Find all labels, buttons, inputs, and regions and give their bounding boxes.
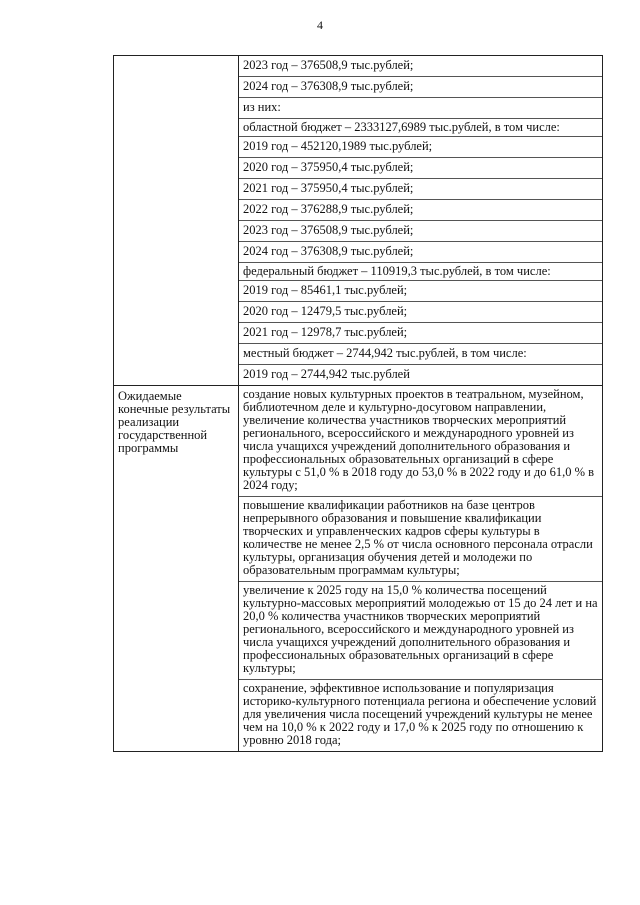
row-label — [114, 56, 238, 60]
result-paragraph: повышение квалификации работников на базе центров непрерывного образования и повышение квалификации творческих и управленческих кадров сферы культуры в количестве не менее 2,5 % от числа основного персонала отрасли культуры, организация обучения детей и молодежи по образовательным программам культуры; — [239, 497, 602, 582]
funding-line: 2023 год – 376508,9 тыс.рублей; — [239, 221, 602, 242]
program-passport-table — [113, 55, 603, 752]
funding-line: 2019 год – 452120,1989 тыс.рублей; — [239, 137, 602, 158]
funding-line: 2021 год – 12978,7 тыс.рублей; — [239, 323, 602, 344]
funding-line: 2020 год – 375950,4 тыс.рублей; — [239, 158, 602, 179]
table-row-funding — [114, 56, 603, 386]
row-label-cell — [114, 386, 239, 752]
funding-line: 2024 год – 376308,9 тыс.рублей; — [239, 242, 602, 263]
funding-line: федеральный бюджет – 110919,3 тыс.рублей, в том числе: — [239, 263, 602, 281]
page-number: 4 — [317, 18, 323, 32]
results-cell — [239, 386, 603, 752]
funding-line: 2019 год – 85461,1 тыс.рублей; — [239, 281, 602, 302]
funding-line: 2022 год – 376288,9 тыс.рублей; — [239, 200, 602, 221]
funding-lines-cell — [239, 56, 603, 386]
row-label: Ожидаемые конечные результаты реализации государственной программы — [118, 389, 231, 455]
result-paragraph: увеличение к 2025 году на 15,0 % количества посещений культурно-массовых мероприятий молодежью от 15 до 24 лет и на 20,0 % количества участников творческих мероприятий регионального, всероссийского и международного уровней из числа учащихся учреждений дополнительного образования и профессиональных образовательных организаций в сфере культуры; — [239, 582, 602, 680]
funding-line: 2023 год – 376508,9 тыс.рублей; — [239, 56, 602, 77]
funding-line: 2020 год – 12479,5 тыс.рублей; — [239, 302, 602, 323]
result-paragraph: создание новых культурных проектов в театральном, музейном, библиотечном деле и культурно-досуговом направлении, увеличение количества участников творческих мероприятий регионального, всероссийского и международного уровней из числа учащихся учреждений дополнительного образования и профессиональных образовательных организаций в сфере культуры с 51,0 % в 2018 году до 53,0 % в 2022 году и до 61,0 % в 2024 году; — [239, 386, 602, 497]
funding-line: 2021 год – 375950,4 тыс.рублей; — [239, 179, 602, 200]
funding-line: местный бюджет – 2744,942 тыс.рублей, в том числе: — [239, 344, 602, 365]
result-paragraph: сохранение, эффективное использование и популяризация историко-культурного потенциала региона и обеспечение условий для увеличения числа посещений учреждений культуры не менее чем на 10,0 % к 2022 году и 17,0 % к 2025 году по отношению к уровню 2018 года; — [243, 681, 597, 747]
row-label-cell — [114, 56, 239, 386]
table-row-expected-results — [114, 386, 603, 752]
funding-line: из них: — [239, 98, 602, 119]
funding-line: 2019 год – 2744,942 тыс.рублей — [243, 367, 410, 381]
funding-line: 2024 год – 376308,9 тыс.рублей; — [239, 77, 602, 98]
funding-line: областной бюджет – 2333127,6989 тыс.рублей, в том числе: — [239, 119, 602, 137]
